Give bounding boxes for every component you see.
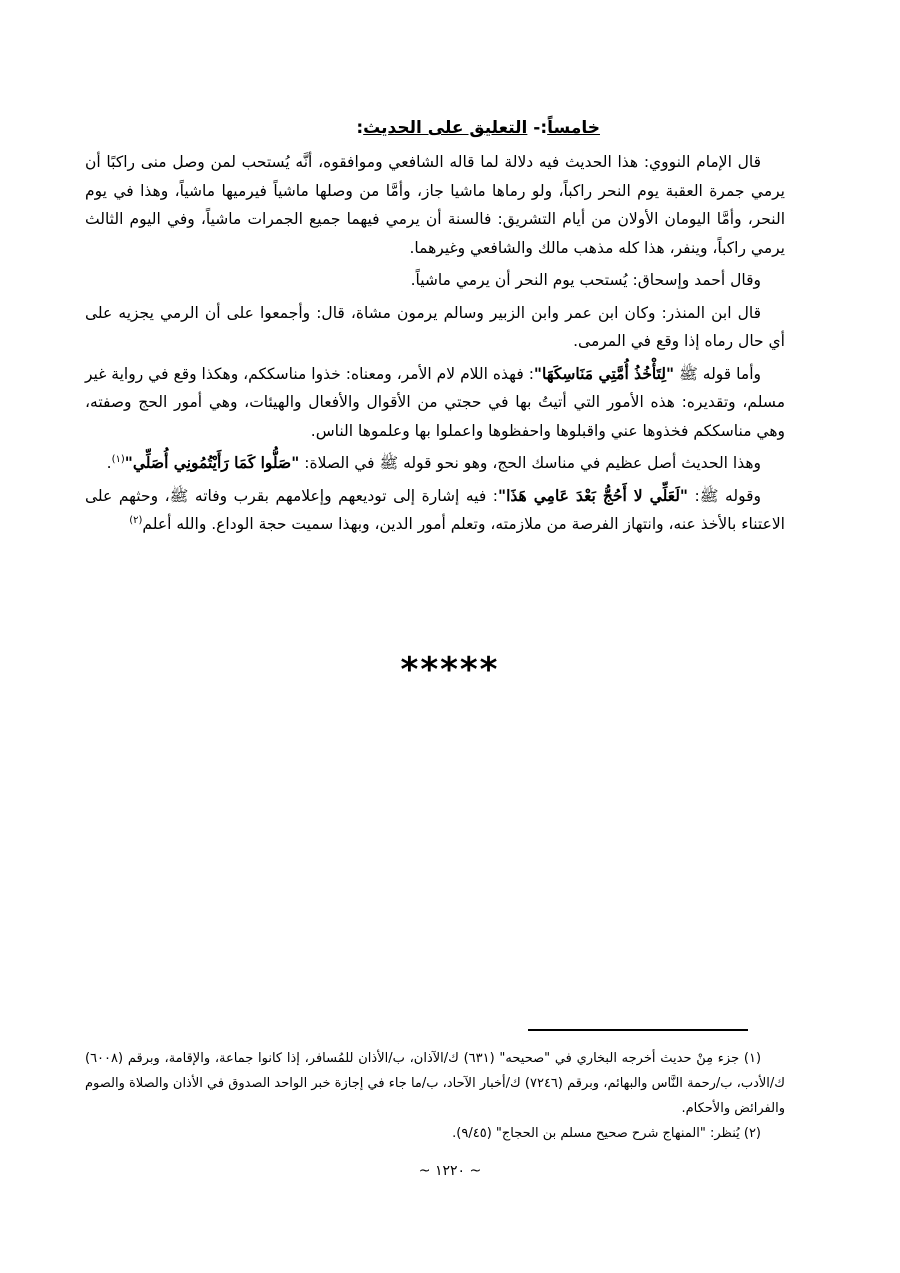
section-heading [80,116,600,140]
paragraph-text: : فيه إشارة إلى توديعهم وإعلامهم بقرب وفاته ﷺ، وحثهم على الاعتناء بالأخذ عنه، وانتهاز الفرصة من ملازمته، وتعلم أمور الدين، وبهذا سميت حجة الوداع. والله أعلم [85,486,785,533]
paragraph-ahmad: وقال أحمد وإسحاق: يُستحب يوم النحر أن يرمي ماشياً. [410,271,761,289]
heading-lead: خامساً [547,118,600,138]
paragraph-text: وهذا الحديث أصل عظيم في مناسك الحج، وهو نحو قوله ﷺ في الصلاة: [299,454,761,472]
paragraph-text: . [106,454,112,472]
footnote-1: (١) جزء مِنْ حديث أخرجه البخاري في "صحيحه" (٦٣١) ك/الآذان، ب/الأذان للمُسافر، إذا كانوا جماعة، والإقامة، وبرقم (٦٠٠٨) ك/الأدب، ب/رحمة النَّاس والبهائم، وبرقم (٧٢٤٦) ك/أخبار الآحاد، ب/ما جاء في إجازة خبر الواحد الصدوق في الأذان والصلاة والصوم والفرائض والأحكام. [85,1051,785,1116]
hadith-quote: "صَلُّوا كَمَا رَأَيْتُمُونِي أُصَلِّي" [124,453,300,472]
footnote-rule [528,1029,748,1031]
footnotes [85,1046,785,1146]
paragraph-nawawi: قال الإمام النووي: هذا الحديث فيه دلالة لما قاله الشافعي وموافقوه، أنَّه يُستحب لمن وصل منى راكبًا أن يرمي جمرة العقبة يوم النحر راكباً، ولو رماها ماشيا جاز، وأمَّا من وصلها ماشياً فيرميها ماشياً، وهذا في يوم النحر، وأمَّا اليومان الأولان من أيام التشريق: فالسنة أن يرمي فيهما جميع الجمرات ماشياً، وفي اليوم الثالث يرمي راكباً، وينفر، هذا كله مذهب مالك والشافعي وغيرهما. [85,153,785,257]
paragraph-manasik [85,360,785,446]
paragraph-wada [85,482,785,539]
heading-trail: : [356,118,364,138]
paragraph-text: : فهذه اللام لام الأمر، ومعناه: خذوا مناسككم، وهكذا وقع في رواية غير مسلم، وتقديره: هذه الأمور التي أتيتُ بها في حجتي من الأقوال والأفعال والهيئات، وهي أمور الحج وصفته، وهي مناسككم فخذوها عني واقبلوها واحفظوها واعملوا بها وعلموها الناس. [85,364,785,440]
body-text [85,148,785,543]
heading-main: التعليق على الحديث [363,118,528,138]
paragraph-text: وأما قوله ﷺ [674,364,761,383]
section-separator-stars: ***** [400,650,500,690]
footnote-marker[interactable]: (١) [111,453,125,465]
hadith-quote: "لَعَلِّي لا أَحُجُّ بَعْدَ عَامِي هَذَا" [498,485,688,505]
paragraph-text: وقوله ﷺ: [688,486,761,505]
footnote-marker[interactable]: (٢) [129,514,143,526]
footnote-2: (٢) يُنظر: "المنهاج شرح صحيح مسلم بن الحجاج" (٩/٤٥). [452,1126,761,1141]
paragraph-ibn-almundhir: قال ابن المنذر: وكان ابن عمر وابن الزبير وسالم يرمون مشاة، قال: وأجمعوا على أن الرمي يجزيه على أي حال رماه إذا وقع في المرمى. [85,303,785,350]
hadith-quote: "لِتَأْخُذُ أُمَّتِي مَنَاسِكَهَا" [533,363,675,383]
page-number: ~ ١٢٢٠ ~ [418,1163,482,1179]
paragraph-salat [85,449,785,478]
heading-separator: :- [527,118,548,138]
